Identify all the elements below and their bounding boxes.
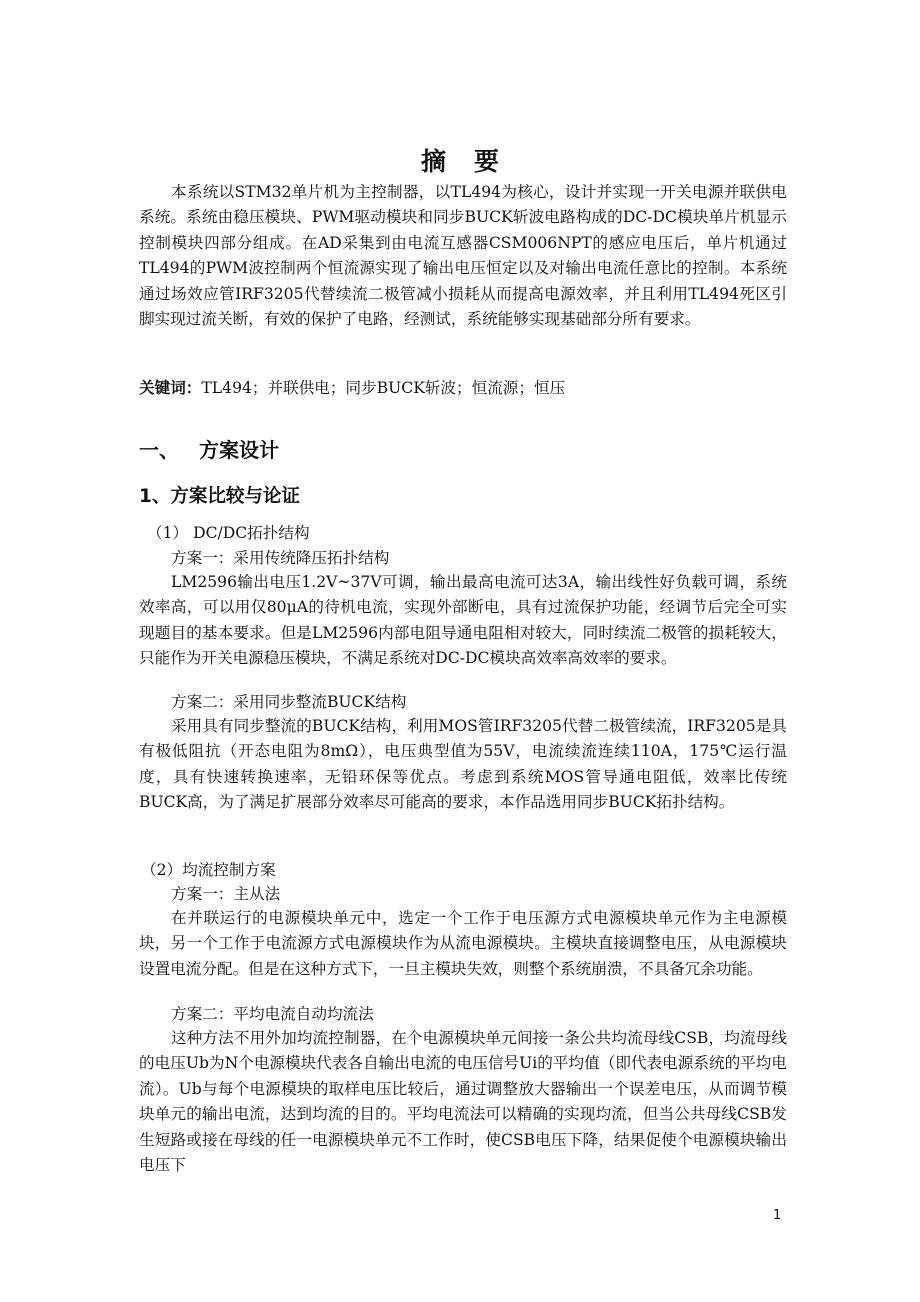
keywords-text: TL494；并联供电；同步BUCK斩波；恒流源；恒压 <box>201 379 566 397</box>
topic1-option1-heading: 方案一：采用传统降压拓扑结构 <box>171 549 390 567</box>
abstract-title: 摘要 <box>420 147 527 176</box>
topic1-option1-body: LM2596输出电压1.2V~37V可调，输出最高电流可达3A，输出线性好负载可调，系统效率高，可以用仅80μA的待机电流，实现外部断电，具有过流保护功能，经调节后完全可实现题目的基本要求。但是LM2596内部电阻导通电阻相对较大，同时续流二极管的损耗较大，只能作为开关电源稳压模块，不满足系统对DC-DC模块高效率高效率的要求。 <box>139 573 787 668</box>
page-number: 1 <box>773 1208 782 1223</box>
topic2-option2-body: 这种方法不用外加均流控制器，在个电源模块单元间接一条公共均流母线CSB，均流母线的电压Ub为N个电源模块代表各自输出电流的电压信号Ui的平均值（即代表电源系统的平均电流）。Ub与每个电源模块的取样电压比较后，通过调整放大器输出一个误差电压，从而调节模块单元的输出电流，达到均流的目的。平均电流法可以精确的实现均流，但当公共母线CSB发生短路或接在母线的任一电源模块单元不工作时，使CSB电压下降，结果促使个电源模块输出电压下 <box>139 1029 787 1175</box>
topic1-heading: （1） DC/DC拓扑结构 <box>147 524 310 542</box>
section-number: 一、 <box>139 438 179 462</box>
topic1-option2-body: 采用具有同步整流的BUCK结构，利用MOS管IRF3205代替二极管续流，IRF3205是具有极低阻抗（开态电阻为8mΩ），电压典型值为55V，电流续流连续110A，175℃运行温度，具有快速转换速率，无铅环保等优点。考虑到系统MOS管导通电阻低，效率比传统BUCK高，为了满足扩展部分效率尽可能高的要求，本作品选用同步BUCK拓扑结构。 <box>139 717 787 812</box>
keywords-line <box>139 376 565 401</box>
topic2-option2-heading: 方案二：平均电流自动均流法 <box>171 1005 374 1023</box>
topic1-option2-heading: 方案二：采用同步整流BUCK结构 <box>171 693 407 711</box>
topic2-heading: （2）均流控制方案 <box>141 861 276 879</box>
section-heading <box>139 436 279 464</box>
topic2-option1-body: 在并联运行的电源模块单元中，选定一个工作于电压源方式电源模块单元作为主电源模块，另一个工作于电流源方式电源模块作为从流电源模块。主模块直接调整电压，从电源模块设置电流分配。但是在这种方式下，一旦主模块失效，则整个系统崩溃，不具备冗余功能。 <box>139 909 787 978</box>
section-title: 方案设计 <box>199 438 279 462</box>
subsection-heading: 1、方案比较与论证 <box>139 486 300 507</box>
keywords-label: 关键词： <box>139 379 202 397</box>
abstract-body: 本系统以STM32单片机为主控制器，以TL494为核心，设计并实现一开关电源并联供电系统。系统由稳压模块、PWM驱动模块和同步BUCK斩波电路构成的DC-DC模块单片机显示控制模块四部分组成。在AD采集到由电流互感器CSM006NPT的感应电压后，单片机通过TL494的PWM波控制两个恒流源实现了输出电压恒定以及对输出电流任意比的控制。本系统通过场效应管IRF3205代替续流二极管减小损耗从而提高电源效率，并且利用TL494死区引脚实现过流关断，有效的保护了电路，经测试，系统能够实现基础部分所有要求。 <box>139 183 787 329</box>
topic2-option1-heading: 方案一：主从法 <box>171 885 281 903</box>
